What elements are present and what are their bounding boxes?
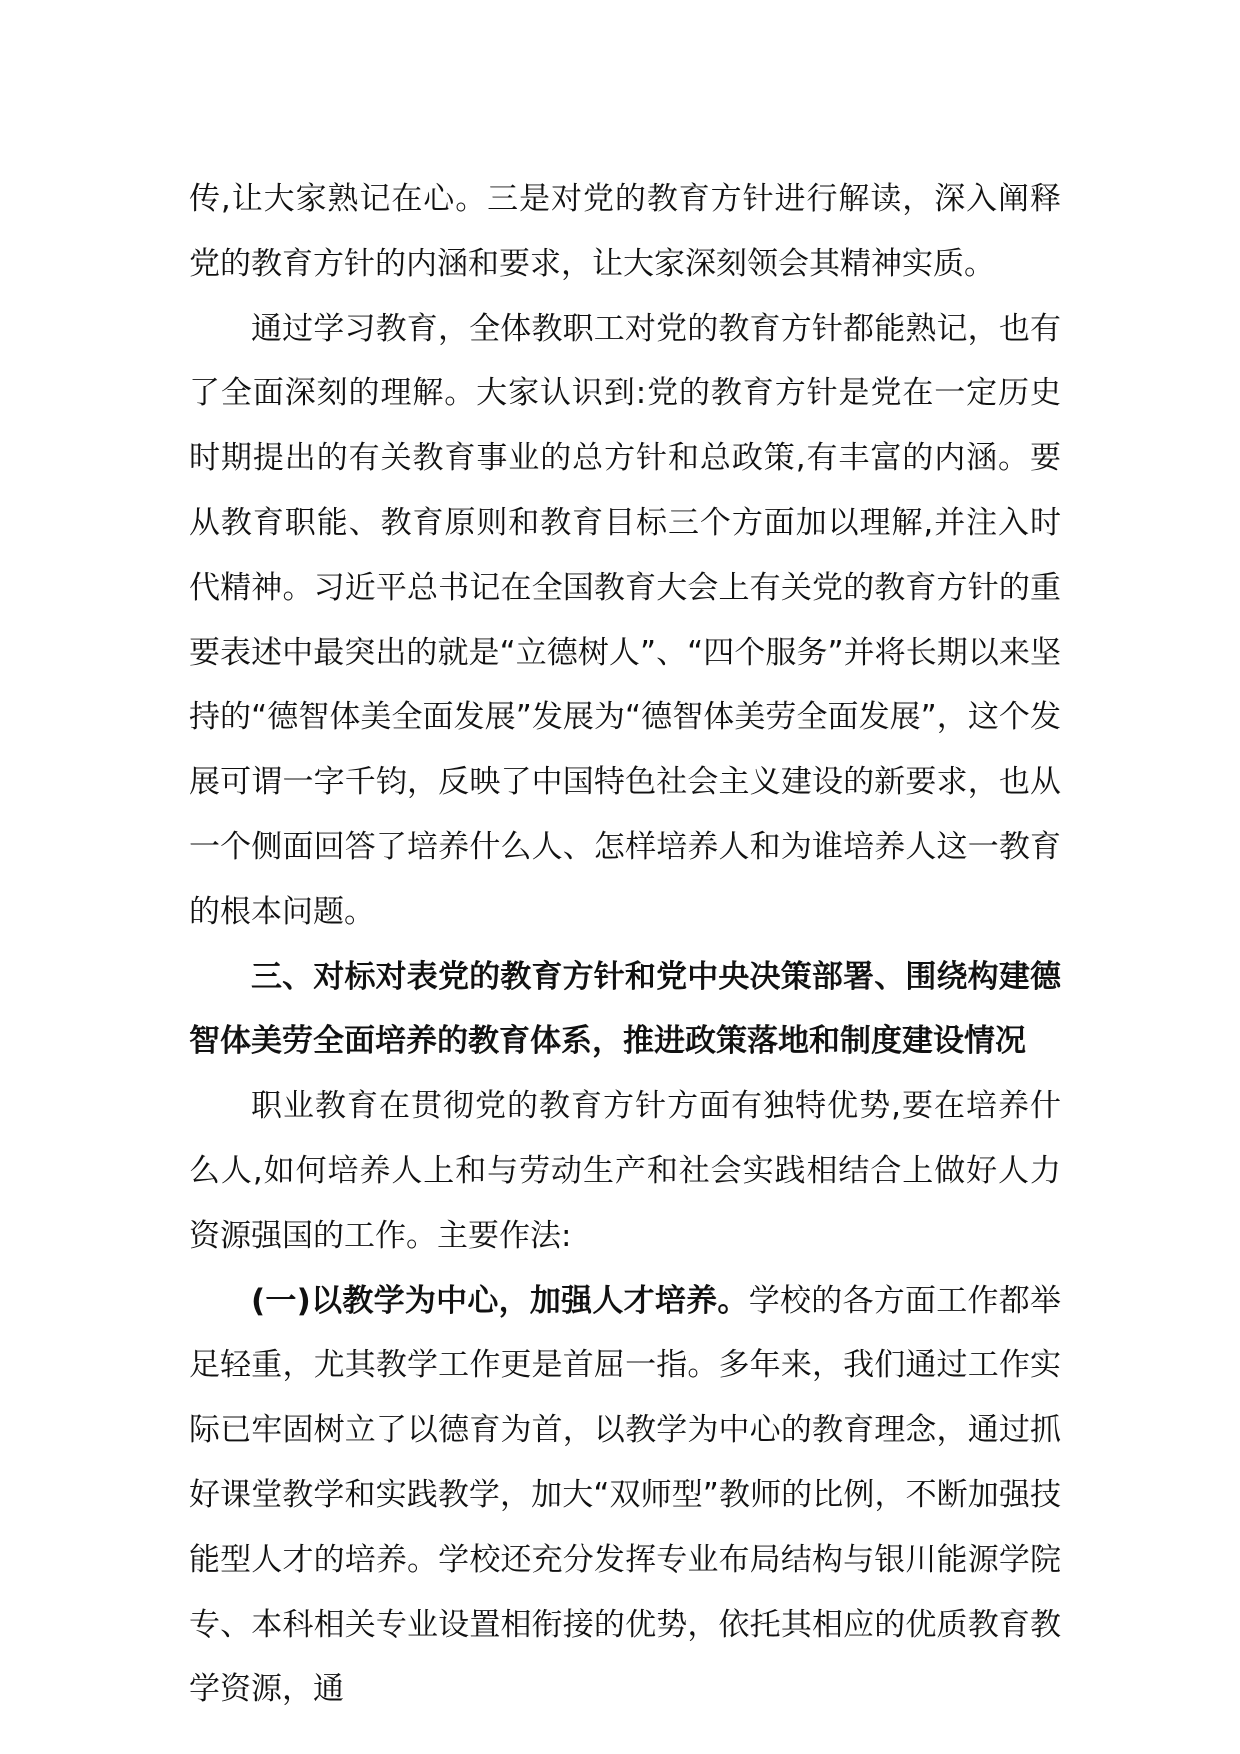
document-body [189,167,1061,1722]
section-heading-three: 三、对标对表党的教育方针和党中央决策部署、围绕构建德智体美劳全面培养的教育体系，推进政策落地和制度建设情况 [189,958,1061,1060]
paragraph-vocational-education: 职业教育在贯彻党的教育方针方面有独特优势,要在培养什么人,如何培养人上和与劳动生产和社会实践相结合上做好人力资源强国的工作。主要作法: [189,1088,1061,1254]
subsection-lead-one: (一)以教学为中心，加强人才培养。 [251,1282,749,1319]
paragraph-teaching-center [189,1269,1061,1723]
paragraph-learning-outcome: 通过学习教育，全体教职工对党的教育方针都能熟记，也有了全面深刻的理解。大家认识到:党的教育方针是党在一定历史时期提出的有关教育事业的总方针和总政策,有丰富的内涵。要从教育职能、教育原则和教育目标三个方面加以理解,并注入时代精神。习近平总书记在全国教育大会上有关党的教育方针的重要表述中最突出的就是“立德树人”、“四个服务”并将长期以来坚持的“德智体美全面发展”发展为“德智体美劳全面发展”，这个发展可谓一字千钧，反映了中国特色社会主义建设的新要求，也从一个侧面回答了培养什么人、怎样培养人和为谁培养人这一教育的根本问题。 [189,310,1061,930]
subsection-body-one: 学校的各方面工作都举足轻重，尤其教学工作更是首屈一指。多年来，我们通过工作实际已牢固树立了以德育为首，以教学为中心的教育理念，通过抓好课堂教学和实践教学，加大“双师型”教师的比例，不断加强技能型人才的培养。学校还充分发挥专业布局结构与银川能源学院专、本科相关专业设置相衔接的优势，依托其相应的优质教育教学资源，通 [189,1282,1061,1708]
paragraph-continuation: 传,让大家熟记在心。三是对党的教育方针进行解读，深入阐释党的教育方针的内涵和要求，让大家深刻领会其精神实质。 [189,181,1061,282]
